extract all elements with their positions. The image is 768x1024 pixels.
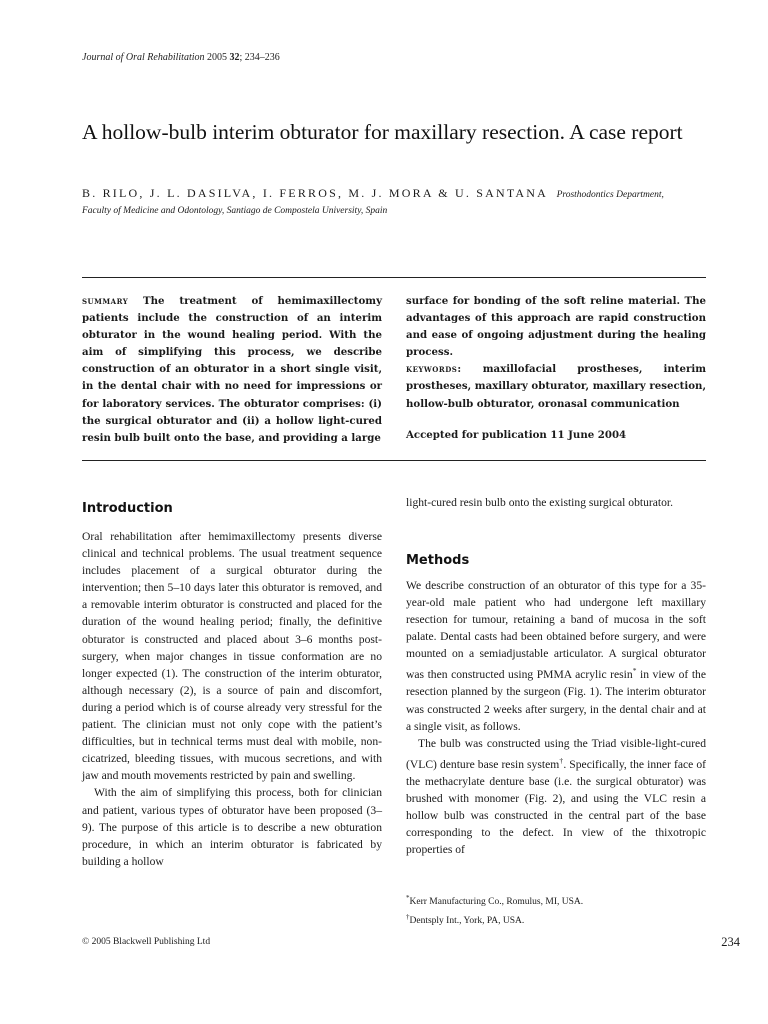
authors: B. RILO, J. L. DASILVA, I. FERROS, M. J. MORA & U. SANTANA [82,186,548,200]
keywords-text: maxillofacial prostheses, interim prostheses, maxillary obturator, maxillary resection, hollow-bulb obturator, oronasal communication [406,363,706,410]
copyright: © 2005 Blackwell Publishing Ltd [82,937,211,947]
abstract-left-column [82,293,382,447]
footnote-1 [406,891,706,910]
footnote-2-text: Dentsply Int., York, PA, USA. [409,916,525,927]
footnote-1-mark: * [406,894,410,902]
methods-p1-part-a: We describe construction of an obturator of this type for a 35-year-old male patient who had undergone left maxillary resection for tumour, retaining a band of mucosa in the soft palate. Dental casts had been obtained before surgery, and were mounted on a semiadjustable articulator. A surgical obturator was then constructed using PMMA acrylic resin [406,579,706,682]
abstract-right-column [406,293,706,413]
keywords [406,361,706,412]
author-line [82,186,722,201]
introduction-body [82,528,382,870]
footnote-1-text: Kerr Manufacturing Co., Romulus, MI, USA. [409,897,584,908]
journal-pages: ; 234–236 [239,52,280,63]
abstract-top-rule [82,277,706,278]
accepted-date: Accepted for publication 11 June 2004 [406,429,627,441]
intro-paragraph-1: Oral rehabilitation after hemimaxillectomy presents diverse clinical and technical problems. The usual treatment sequence includes placement of a surgical obturator during the intervention; then 5–10 days later this obturator is removed, and a removable interim obturator is constructed and placed for the duration of the wound healing period; finally, the definitive obturator is constructed and placed about 3–6 months post-surgery, when major changes in tissue conformation are no longer expected (1). The construction of the interim obturator, although necessary (2), is a source of pain and discomfort, during a period which is of course already very stressful for the patient. The clinician must not only cope with the patient’s difficulties, but in technical terms must deal with mobile, non-cicatrized, bleeding tissues, with mucous secretions, and with jaw and mouth movements restricted by pain and swelling. [82,530,382,783]
journal-year: 2005 [207,52,227,63]
footnote-mark-2: † [559,755,564,765]
keywords-label: keywords: [406,363,462,376]
methods-p2-part-a: The bulb was constructed using the Triad visible-light-cured (VLC) denture base resin system [406,736,706,771]
affiliation: Faculty of Medicine and Odontology, Santiago de Compostela University, Spain [82,206,388,216]
methods-paragraph-2 [406,735,706,859]
methods-p1-part-b: in view of the resection planned by the surgeon (Fig. 1). The interim obturator was constructed 2 weeks after surgery, in the dental chair and at a single visit, as follows. [406,668,706,733]
summary-text-right: surface for bonding of the soft reline material. The advantages of this approach are rapid construction and ease of ongoing adjustment during the healing process. [406,295,706,359]
journal-name: Journal of Oral Rehabilitation [82,52,205,63]
introduction-heading: Introduction [82,501,173,516]
article-title: A hollow-bulb interim obturator for maxillary resection. A case report [82,120,683,144]
page-number: 234 [721,935,740,949]
footnotes [406,891,706,929]
footnote-2-mark: † [406,913,410,922]
footnote-mark-1: * [632,666,637,676]
affiliation-department: Prosthodontics Department, [556,190,664,200]
intro-paragraph-2: With the aim of simplifying this process, both for clinician and patient, various types of obturator have been proposed (3–9). The purpose of this article is to describe a new obturation procedure, in which an interim obturator is fabricated by building a hollow [82,786,382,868]
methods-heading: Methods [406,553,470,568]
abstract-bottom-rule [82,460,706,461]
methods-body [406,577,706,858]
methods-paragraph-1 [406,577,706,735]
summary-label: summary [82,295,129,307]
footnote-2 [406,910,706,929]
methods-p2-part-b: . Specifically, the inner face of the methacrylate denture base (i.e. the surgical obturator) was brushed with monomer (Fig. 2), and using the VLC resin a hollow bulb was constructed in the central part of the base corresponding to the defect. In view of the thixotropic properties of [406,757,706,857]
journal-volume: 32 [229,52,240,63]
journal-citation [82,52,280,63]
summary-text-left: The treatment of hemimaxillectomy patients include the construction of an interim obturator in the wound healing period. With the aim of simplifying this process, we describe construction of an obturator in a short single visit, in the dental chair with no need for impressions or for laboratory services. The obturator comprises: (i) the surgical obturator and (ii) a hollow light-cured resin bulb built onto the base, and providing a large [82,295,382,444]
introduction-continuation [406,494,706,511]
intro-continuation-text: light-cured resin bulb onto the existing surgical obturator. [406,496,674,509]
